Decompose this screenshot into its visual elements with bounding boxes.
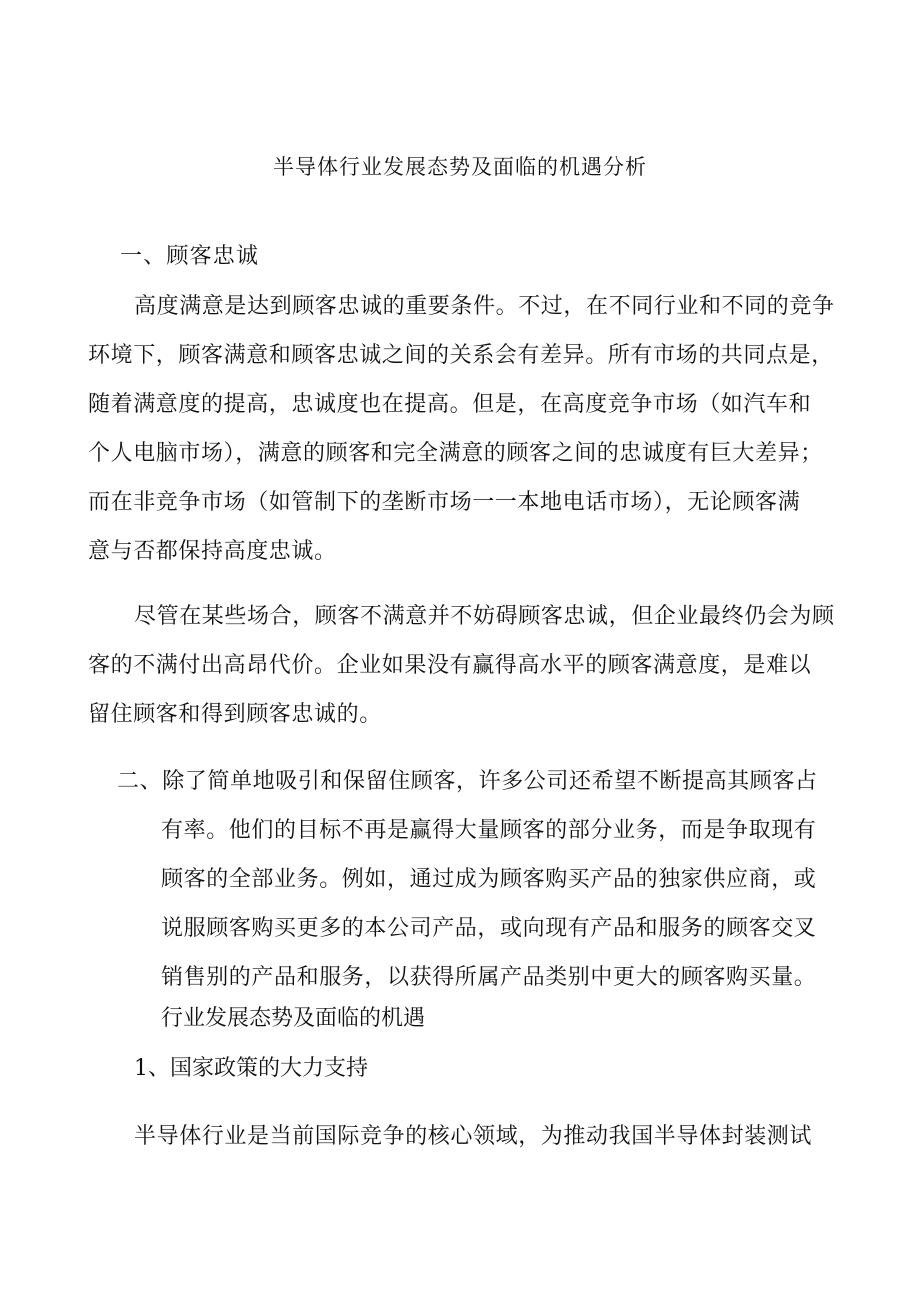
section-two-line: 说服顾客购买更多的本公司产品，或向现有产品和服务的顾客交叉 bbox=[161, 916, 817, 941]
paragraph-line: 个人电脑市场），满意的顾客和完全满意的顾客之间的忠诚度有巨大差异； bbox=[88, 441, 823, 466]
paragraph-line: 半导体行业是当前国际竞争的核心领域，为推动我国半导体封装测试 bbox=[134, 1124, 813, 1149]
section-two-line: 顾客的全部业务。例如，通过成为顾客购买产品的独家供应商，或 bbox=[161, 867, 817, 892]
section-two-line: 有率。他们的目标不再是赢得大量顾客的部分业务，而是争取现有 bbox=[161, 818, 817, 843]
document-title: 半导体行业发展态势及面临的机遇分析 bbox=[273, 155, 647, 179]
paragraph-line: 意与否都保持高度忠诚。 bbox=[88, 539, 337, 564]
paragraph-line: 随着满意度的提高，忠诚度也在提高。但是，在高度竞争市场（如汽车和 bbox=[88, 392, 812, 417]
subsection-heading-policy-support: 1、国家政策的大力支持 bbox=[134, 1056, 368, 1081]
paragraph-line: 而在非竞争市场（如管制下的垄断市场一一本地电话市场），无论顾客满 bbox=[88, 490, 801, 515]
section-two-line: 销售别的产品和服务，以获得所属产品类别中更大的顾客购买量。 bbox=[161, 965, 817, 990]
section-two-line: 行业发展态势及面临的机遇 bbox=[161, 1006, 426, 1031]
paragraph-line: 尽管在某些场合，顾客不满意并不妨碍顾客忠诚，但企业最终仍会为顾 bbox=[134, 604, 835, 629]
section-two-line: 二、除了简单地吸引和保留住顾客，许多公司还希望不断提高其顾客占 bbox=[117, 769, 818, 794]
paragraph-line: 留住顾客和得到顾客忠诚的。 bbox=[88, 702, 382, 727]
paragraph-line: 客的不满付出高昂代价。企业如果没有赢得高水平的顾客满意度，是难以 bbox=[88, 653, 812, 678]
section-heading-customer-loyalty: 一、顾客忠诚 bbox=[120, 244, 260, 269]
paragraph-line: 环境下，顾客满意和顾客忠诚之间的关系会有差异。所有市场的共同点是， bbox=[88, 343, 834, 368]
paragraph-line: 高度满意是达到顾客忠诚的重要条件。不过，在不同行业和不同的竞争 bbox=[134, 294, 835, 319]
